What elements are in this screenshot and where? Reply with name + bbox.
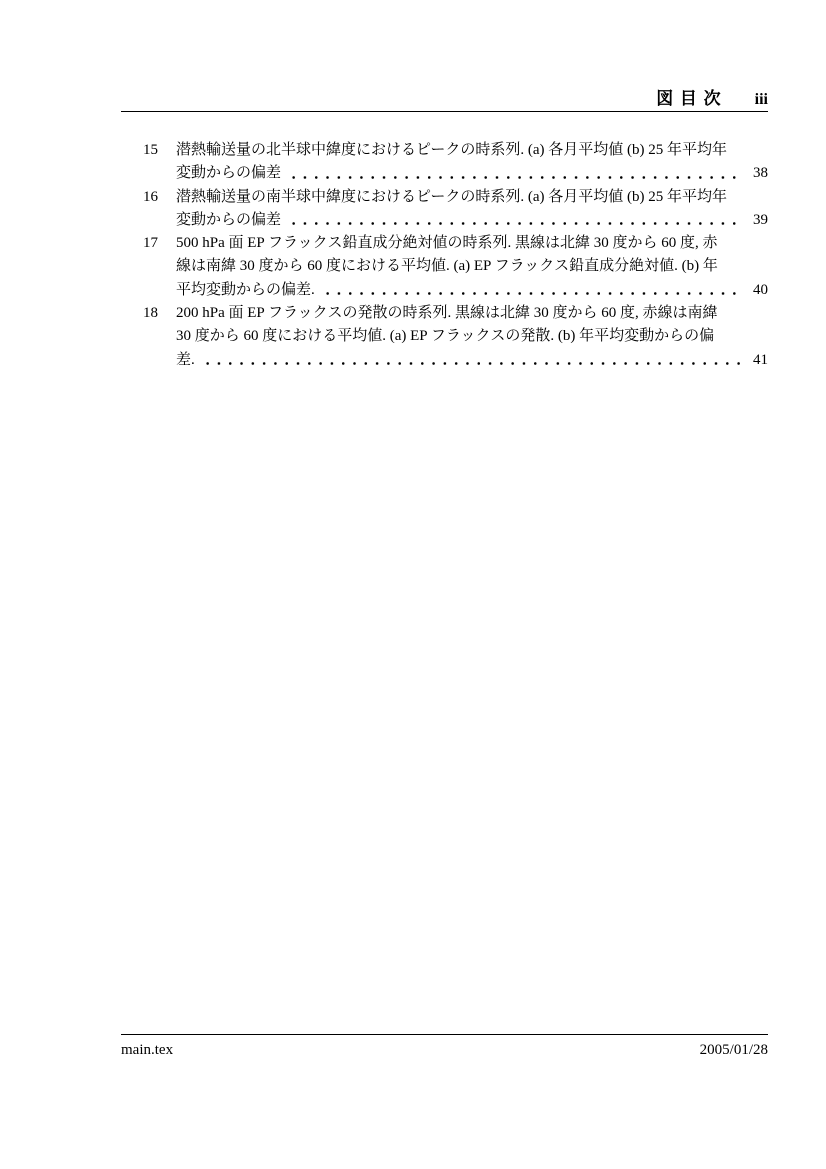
lof-entry-16 — [121, 186, 768, 233]
entry-line — [121, 232, 768, 255]
dot-leader — [288, 209, 741, 232]
page-footer — [121, 1040, 768, 1060]
entry-page-number: 41 — [753, 351, 768, 368]
entry-text-line: 平均変動からの偏差. — [176, 281, 315, 298]
entry-line — [121, 302, 768, 325]
entry-line — [121, 186, 768, 209]
entry-text-line: 潜熱輸送量の北半球中緯度におけるピークの時系列. (a) 各月平均値 (b) 25 年平均年 — [176, 142, 728, 158]
header-page-number: iii — [754, 91, 768, 108]
lof-entry-18 — [121, 302, 768, 372]
entry-line — [121, 139, 768, 162]
entry-line — [121, 325, 768, 348]
footer-rule — [121, 1034, 768, 1035]
entry-line — [121, 162, 768, 185]
entry-text-line: 線は南緯 30 度から 60 度における平均値. (a) EP フラックス鉛直成分絶対値. (b) 年 — [176, 258, 718, 275]
footer-date: 2005/01/28 — [699, 1042, 768, 1058]
entry-text-line: 500 hPa 面 EP フラックス鉛直成分絶対値の時系列. 黒線は北緯 30 度から 60 度, 赤 — [176, 235, 718, 252]
dot-leader — [202, 349, 741, 372]
footer-filename: main.tex — [121, 1042, 174, 1058]
entry-line — [121, 349, 768, 372]
entry-text-line: 変動からの偏差 — [176, 165, 282, 182]
entry-text-line: 差. — [176, 351, 195, 368]
entry-line — [121, 255, 768, 278]
lof-entry-15 — [121, 139, 768, 186]
entry-page-number: 39 — [753, 211, 768, 228]
entry-page-number: 40 — [753, 281, 768, 298]
dot-leader — [288, 162, 741, 185]
dot-leader — [322, 279, 741, 302]
entry-number: 17 — [143, 235, 158, 252]
entry-text-line: 潜熱輸送量の南半球中緯度におけるピークの時系列. (a) 各月平均値 (b) 25 年平均年 — [176, 188, 728, 205]
header-title: 図 目 次 — [656, 89, 722, 108]
lof-entry-17 — [121, 232, 768, 302]
entry-number: 15 — [143, 142, 158, 158]
header-rule — [121, 111, 768, 112]
entry-text-line: 変動からの偏差 — [176, 211, 282, 228]
entry-page-number: 38 — [753, 165, 768, 182]
entry-line — [121, 209, 768, 232]
entry-number: 16 — [143, 188, 158, 205]
list-of-figures — [121, 139, 768, 372]
page-header — [121, 84, 768, 109]
entry-text-line: 30 度から 60 度における平均値. (a) EP フラックスの発散. (b) 年平均変動からの偏 — [176, 328, 715, 345]
entry-line — [121, 279, 768, 302]
entry-number: 18 — [143, 305, 158, 322]
entry-text-line: 200 hPa 面 EP フラックスの発散の時系列. 黒線は北緯 30 度から 60 度, 赤線は南緯 — [176, 305, 718, 322]
